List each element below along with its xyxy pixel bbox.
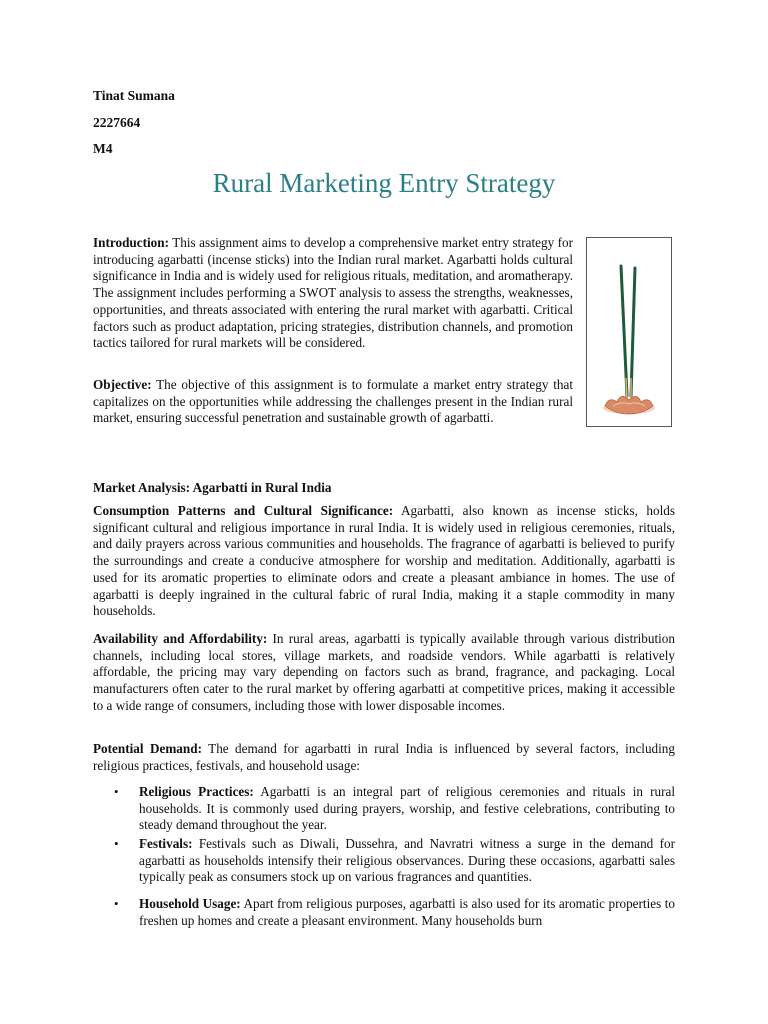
incense-sticks-image <box>586 237 672 427</box>
incense-sticks-icon <box>587 238 671 426</box>
demand-text: The demand for agarbatti in rural India is influenced by several factors, including religious practices, festivals, and household usage: <box>93 741 675 773</box>
bullet-text: Apart from religious purposes, agarbatti is also used for its aromatic properties to freshen up homes and create a pleasant environment. Many households burn <box>139 896 675 928</box>
demand-label: Potential Demand: <box>93 741 202 756</box>
bullet-icon: • <box>114 784 119 799</box>
demand-paragraph <box>93 741 675 774</box>
bullet-icon: • <box>114 836 119 851</box>
bullet-label: Religious Practices: <box>139 784 254 799</box>
bullet-text: Festivals such as Diwali, Dussehra, and Navratri witness a surge in the demand for agarbatti as households intensify their religious observances. During these occasions, agarbatti sales typically peak as consumers stock up on various fragrances and quantities. <box>139 836 675 885</box>
list-item <box>93 784 675 836</box>
list-item <box>93 896 675 929</box>
list-item <box>93 836 675 896</box>
introduction-label: Introduction: <box>93 235 169 250</box>
bullet-icon: • <box>114 896 119 911</box>
demand-factors-list <box>93 784 675 929</box>
bullet-label: Festivals: <box>139 836 193 851</box>
author-name: Tinat Sumana <box>93 88 175 103</box>
availability-label: Availability and Affordability: <box>93 631 268 646</box>
introduction-text: This assignment aims to develop a comprehensive market entry strategy for introducing agarbatti (incense sticks) into the Indian rural market. Agarbatti holds cultural significance in India and is widely used for religious rituals, meditation, and aromatherapy. The assignment includes performing a SWOT analysis to assess the strengths, weaknesses, opportunities, and threats associated with entering the rural market with agarbatti. Critical factors such as product adaptation, pricing strategies, distribution channels, and promotion tactics tailored for rural markets will be considered. <box>93 235 573 351</box>
module-code: M4 <box>93 141 113 156</box>
consumption-text: Agarbatti, also known as incense sticks, holds significant cultural and religious importance in rural India. It is widely used in religious ceremonies, rituals, and daily prayers across various communities and households. The fragrance of agarbatti is believed to purify the surroundings and create a conducive atmosphere for worship and meditation. Additionally, agarbatti is used for its aromatic properties to eliminate odors and create a pleasant ambiance in homes. The use of agarbatti is deeply ingrained in the cultural fabric of rural India, making it a staple commodity in many households. <box>93 503 675 619</box>
objective-paragraph <box>93 377 573 427</box>
bullet-label: Household Usage: <box>139 896 241 911</box>
student-id: 2227664 <box>93 115 141 130</box>
market-analysis-heading: Market Analysis: Agarbatti in Rural India <box>93 480 332 495</box>
objective-label: Objective: <box>93 377 152 392</box>
bullet-text: Agarbatti is an integral part of religious ceremonies and rituals in rural households. It is commonly used during prayers, worship, and festive celebrations, contributing to steady demand throughout the year. <box>139 784 675 833</box>
introduction-paragraph <box>93 235 573 352</box>
document-title: Rural Marketing Entry Strategy <box>212 168 556 198</box>
consumption-label: Consumption Patterns and Cultural Significance: <box>93 503 394 518</box>
availability-text: In rural areas, agarbatti is typically available through various distribution channels, including local stores, village markets, and roadside vendors. While agarbatti is relatively affordable, the pricing may vary depending on factors such as brand, fragrance, and packaging. Local manufacturers often cater to the rural market by offering agarbatti at competitive prices, making it accessible to a wide range of consumers, including those with lower disposable incomes. <box>93 631 675 713</box>
availability-paragraph <box>93 631 675 715</box>
consumption-paragraph <box>93 503 675 620</box>
objective-text: The objective of this assignment is to formulate a market entry strategy that capitalizes on the opportunities while addressing the challenges present in the Indian rural market, ensuring successful penetration and sustainable growth of agarbatti. <box>93 377 573 426</box>
